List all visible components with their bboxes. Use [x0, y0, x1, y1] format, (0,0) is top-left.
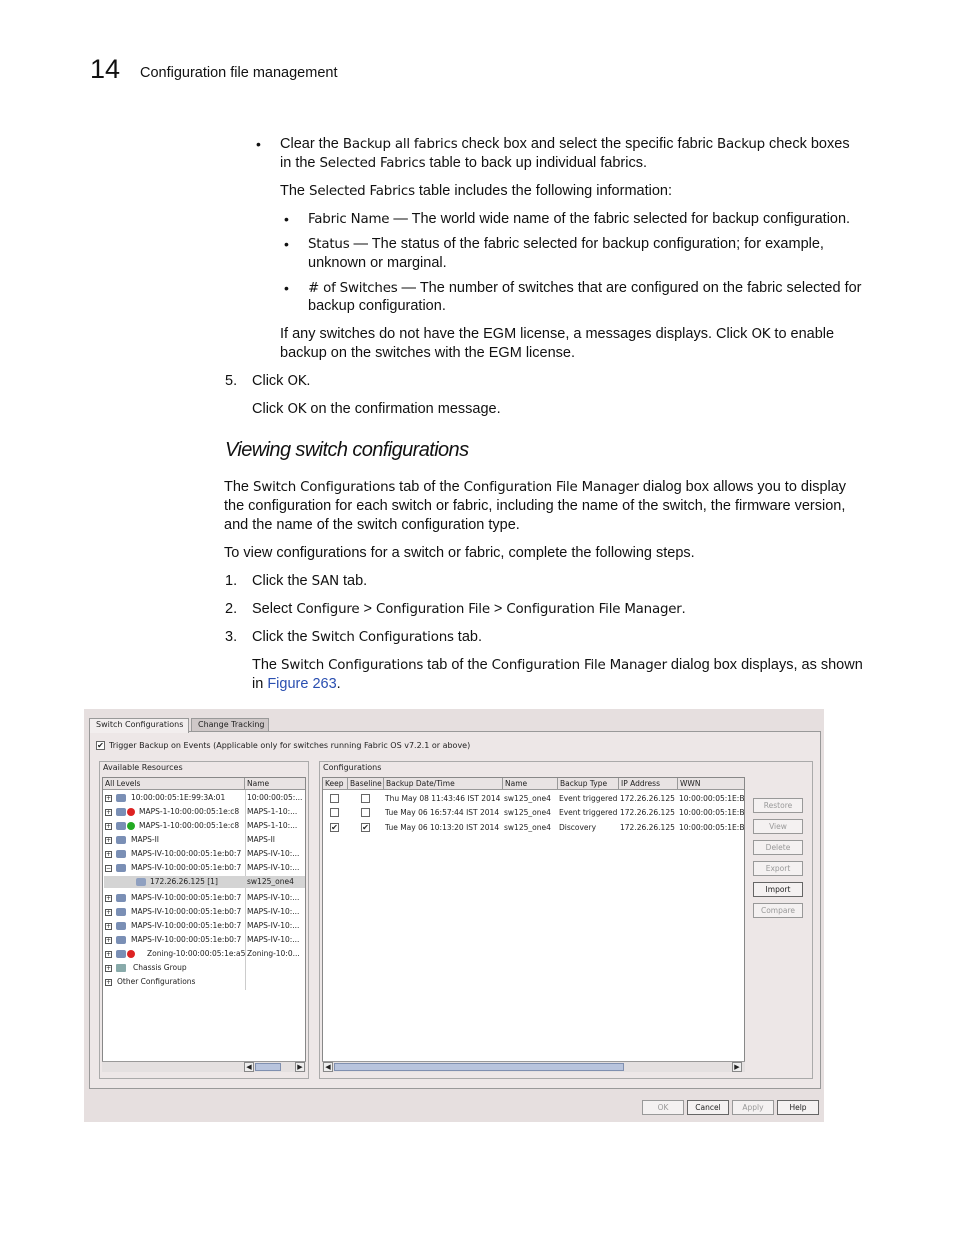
- keep-checkbox[interactable]: [330, 808, 339, 817]
- column-header-ip-address[interactable]: IP Address: [619, 778, 678, 790]
- switch-icon: [116, 894, 126, 902]
- scroll-right-icon[interactable]: ▶: [295, 1062, 305, 1072]
- bullet-backup-fabrics-line1: Clear the Backup all fabrics check box and select the specific fabric Backup check boxes: [280, 136, 850, 152]
- step-2: Select Configure > Configuration File > Configuration File Manager.: [252, 601, 686, 617]
- column-header-all-levels[interactable]: All Levels: [103, 778, 245, 790]
- switch-icon: [116, 936, 126, 944]
- step-3-detail-line2: in Figure 263.: [252, 676, 341, 692]
- step-3: Click the Switch Configurations tab.: [252, 629, 482, 645]
- backup-type: Event triggered: [559, 794, 618, 803]
- step-2-number: 2.: [225, 601, 238, 617]
- column-header-wwn[interactable]: WWN: [678, 778, 745, 790]
- restore-button[interactable]: Restore: [753, 798, 803, 813]
- error-status-icon: [127, 808, 135, 816]
- chapter-number: 14: [90, 54, 121, 84]
- switch-icon: [116, 908, 126, 916]
- configurations-table: [322, 777, 745, 1062]
- tree-name: 10:00:00:05:...: [247, 793, 303, 802]
- switch-icon: [116, 850, 126, 858]
- error-status-icon: [127, 950, 135, 958]
- tree-level: Chassis Group: [133, 963, 187, 972]
- ip-address: 172.26.26.125: [620, 808, 675, 817]
- step-3-number: 3.: [225, 629, 238, 645]
- backup-type: Discovery: [559, 823, 597, 832]
- configurations-group: [319, 761, 813, 1079]
- trigger-backup-checkbox[interactable]: ✔: [97, 741, 104, 750]
- tree-level: 10:00:00:05:1E:99:3A:01: [131, 793, 226, 802]
- column-divider: [245, 790, 246, 990]
- tree-name: MAPS-IV-10:...: [247, 907, 300, 916]
- section-heading: Viewing switch configurations: [225, 439, 469, 461]
- chapter-title: Configuration file management: [140, 65, 338, 81]
- scroll-right-icon[interactable]: ▶: [732, 1062, 742, 1072]
- sub-bullet-switches: # of Switches — The number of switches that are configured on the fabric selected for: [308, 280, 862, 296]
- tree-name: Zoning-10:0...: [247, 949, 300, 958]
- table-intro: The Selected Fabrics table includes the following information:: [280, 183, 672, 199]
- export-button[interactable]: Export: [753, 861, 803, 876]
- figure-link[interactable]: Figure 263: [267, 676, 337, 692]
- expand-icon[interactable]: +: [106, 965, 112, 972]
- step-1: Click the SAN tab.: [252, 573, 368, 589]
- tree-level: MAPS-1-10:00:00:05:1e:c8: [139, 807, 240, 816]
- help-button[interactable]: Help: [777, 1100, 819, 1115]
- expand-icon[interactable]: +: [106, 795, 112, 802]
- steps-intro: To view configurations for a switch or fabric, complete the following steps.: [224, 545, 695, 561]
- tree-name: MAPS-II: [247, 835, 276, 844]
- tree-level: Zoning-10:00:00:05:1e:a5: [147, 949, 245, 958]
- column-header-backup-date[interactable]: Backup Date/Time: [384, 778, 503, 790]
- switch-icon: [136, 878, 146, 886]
- intro-line1: The Switch Configurations tab of the Configuration File Manager dialog box allows you to display: [224, 479, 847, 495]
- backup-date: Tue May 06 10:13:20 IST 2014: [385, 823, 500, 832]
- cancel-button[interactable]: Cancel: [687, 1100, 729, 1115]
- step-5: Click OK.: [252, 373, 311, 389]
- tree-name: MAPS-IV-10:...: [247, 893, 300, 902]
- ok-status-icon: [127, 822, 135, 830]
- expand-icon[interactable]: +: [106, 909, 112, 916]
- column-header-keep[interactable]: Keep: [323, 778, 348, 790]
- expand-icon[interactable]: +: [106, 809, 112, 816]
- import-button[interactable]: Import: [753, 882, 803, 897]
- ip-address: 172.26.26.125: [620, 823, 675, 832]
- egm-note-line1: If any switches do not have the EGM license, a messages displays. Click OK to enable: [280, 326, 835, 342]
- collapse-icon[interactable]: −: [106, 865, 112, 872]
- chassis-group-icon: [116, 964, 126, 972]
- baseline-checkbox[interactable]: [361, 794, 370, 803]
- scroll-left-icon[interactable]: ◀: [323, 1062, 333, 1072]
- config-name: sw125_one4: [504, 794, 551, 803]
- column-header-name[interactable]: Name: [245, 778, 306, 790]
- wwn: 10:00:00:05:1E:B: [679, 794, 745, 803]
- egm-note-line2: backup on the switches with the EGM license.: [280, 345, 575, 361]
- scroll-left-icon[interactable]: ◀: [244, 1062, 254, 1072]
- resources-horizontal-scrollbar[interactable]: [102, 1061, 306, 1072]
- config-name: sw125_one4: [504, 823, 551, 832]
- tree-level: MAPS-IV-10:00:00:05:1e:b0:7: [131, 849, 242, 858]
- step-3-detail-line1: The Switch Configurations tab of the Configuration File Manager dialog box displays, as shown: [252, 657, 863, 673]
- tree-level: 172.26.26.125 [1]: [150, 877, 218, 886]
- resources-tree-table: [102, 777, 306, 1062]
- compare-button[interactable]: Compare: [753, 903, 803, 918]
- expand-icon[interactable]: +: [106, 851, 112, 858]
- expand-icon[interactable]: +: [106, 823, 112, 830]
- bullet-marker: •: [284, 236, 289, 252]
- config-name: sw125_one4: [504, 808, 551, 817]
- tree-name: MAPS-1-10:...: [247, 821, 298, 830]
- tab-switch-configurations[interactable]: Switch Configurations: [89, 718, 189, 733]
- apply-button[interactable]: Apply: [732, 1100, 774, 1115]
- bullet-marker: •: [284, 211, 289, 227]
- baseline-checkbox[interactable]: [361, 808, 370, 817]
- sub-bullet-status: Status — The status of the fabric selected for backup configuration; for example,: [308, 236, 824, 252]
- column-header-name[interactable]: Name: [503, 778, 558, 790]
- tree-name: MAPS-IV-10:...: [247, 863, 300, 872]
- configurations-title: Configurations: [323, 763, 382, 772]
- scroll-thumb[interactable]: [334, 1063, 624, 1071]
- switch-icon: [116, 808, 126, 816]
- tree-row-selected[interactable]: [104, 876, 305, 888]
- scroll-thumb[interactable]: [255, 1063, 281, 1071]
- expand-icon[interactable]: +: [106, 937, 112, 944]
- sub-bullet-fabric-name: Fabric Name — The world wide name of the fabric selected for backup configuration.: [308, 211, 851, 227]
- tree-level: MAPS-II: [131, 835, 160, 844]
- switch-icon: [116, 864, 126, 872]
- tab-panel: [89, 731, 821, 1089]
- bullet-marker: •: [284, 280, 289, 296]
- tree-level: MAPS-1-10:00:00:05:1e:c8: [139, 821, 240, 830]
- configurations-horizontal-scrollbar[interactable]: [322, 1061, 745, 1072]
- keep-checkbox[interactable]: ✔: [331, 823, 338, 832]
- intro-line2: the configuration for each switch or fabric, including the name of the switch, the firmware version,: [224, 498, 846, 514]
- bullet-marker: •: [256, 136, 261, 152]
- ok-button[interactable]: OK: [642, 1100, 684, 1115]
- switch-icon: [116, 822, 126, 830]
- tree-level: MAPS-IV-10:00:00:05:1e:b0:7: [131, 907, 242, 916]
- ip-address: 172.26.26.125: [620, 794, 675, 803]
- tree-name: MAPS-IV-10:...: [247, 935, 300, 944]
- available-resources-title: Available Resources: [103, 763, 183, 772]
- expand-icon[interactable]: +: [106, 951, 112, 958]
- tree-name: MAPS-1-10:...: [247, 807, 298, 816]
- expand-icon[interactable]: +: [106, 979, 112, 986]
- sub-bullet-switches-line2: backup configuration.: [308, 298, 446, 314]
- tree-name: sw125_one4: [247, 877, 294, 886]
- backup-date: Tue May 06 16:57:44 IST 2014: [385, 808, 500, 817]
- config-file-manager-dialog: [84, 709, 824, 1122]
- tree-level: Other Configurations: [117, 977, 196, 986]
- step-1-number: 1.: [225, 573, 238, 589]
- tree-name: MAPS-IV-10:...: [247, 849, 300, 858]
- expand-icon[interactable]: +: [106, 837, 112, 844]
- tab-change-tracking[interactable]: Change Tracking: [191, 718, 269, 732]
- view-button[interactable]: View: [753, 819, 803, 834]
- wwn: 10:00:00:05:1E:B: [679, 808, 745, 817]
- tree-level: MAPS-IV-10:00:00:05:1e:b0:7: [131, 893, 242, 902]
- step-5-number: 5.: [225, 373, 238, 389]
- bullet-backup-fabrics-line2: in the Selected Fabrics table to back up individual fabrics.: [280, 155, 648, 171]
- delete-button[interactable]: Delete: [753, 840, 803, 855]
- tree-name: MAPS-IV-10:...: [247, 921, 300, 930]
- tree-level: MAPS-IV-10:00:00:05:1e:b0:7: [131, 863, 242, 872]
- intro-line3: and the name of the switch configuration type.: [224, 517, 520, 533]
- sub-bullet-status-line2: unknown or marginal.: [308, 255, 447, 271]
- available-resources-group: [99, 761, 309, 1079]
- baseline-checkbox[interactable]: ✔: [362, 823, 369, 832]
- switch-icon: [116, 836, 126, 844]
- wwn: 10:00:00:05:1E:B: [679, 823, 745, 832]
- trigger-backup-label: Trigger Backup on Events (Applicable only for switches running Fabric OS v7.2.1 or above): [109, 741, 471, 750]
- keep-checkbox[interactable]: [330, 794, 339, 803]
- column-header-backup-type[interactable]: Backup Type: [558, 778, 619, 790]
- switch-icon: [116, 794, 126, 802]
- backup-date: Thu May 08 11:43:46 IST 2014: [385, 794, 501, 803]
- tree-level: MAPS-IV-10:00:00:05:1e:b0:7: [131, 921, 242, 930]
- expand-icon[interactable]: +: [106, 895, 112, 902]
- tree-level: MAPS-IV-10:00:00:05:1e:b0:7: [131, 935, 242, 944]
- backup-type: Event triggered: [559, 808, 618, 817]
- expand-icon[interactable]: +: [106, 923, 112, 930]
- switch-icon: [116, 950, 126, 958]
- step-5-confirm: Click OK on the confirmation message.: [252, 401, 501, 417]
- column-header-baseline[interactable]: Baseline: [348, 778, 384, 790]
- switch-icon: [116, 922, 126, 930]
